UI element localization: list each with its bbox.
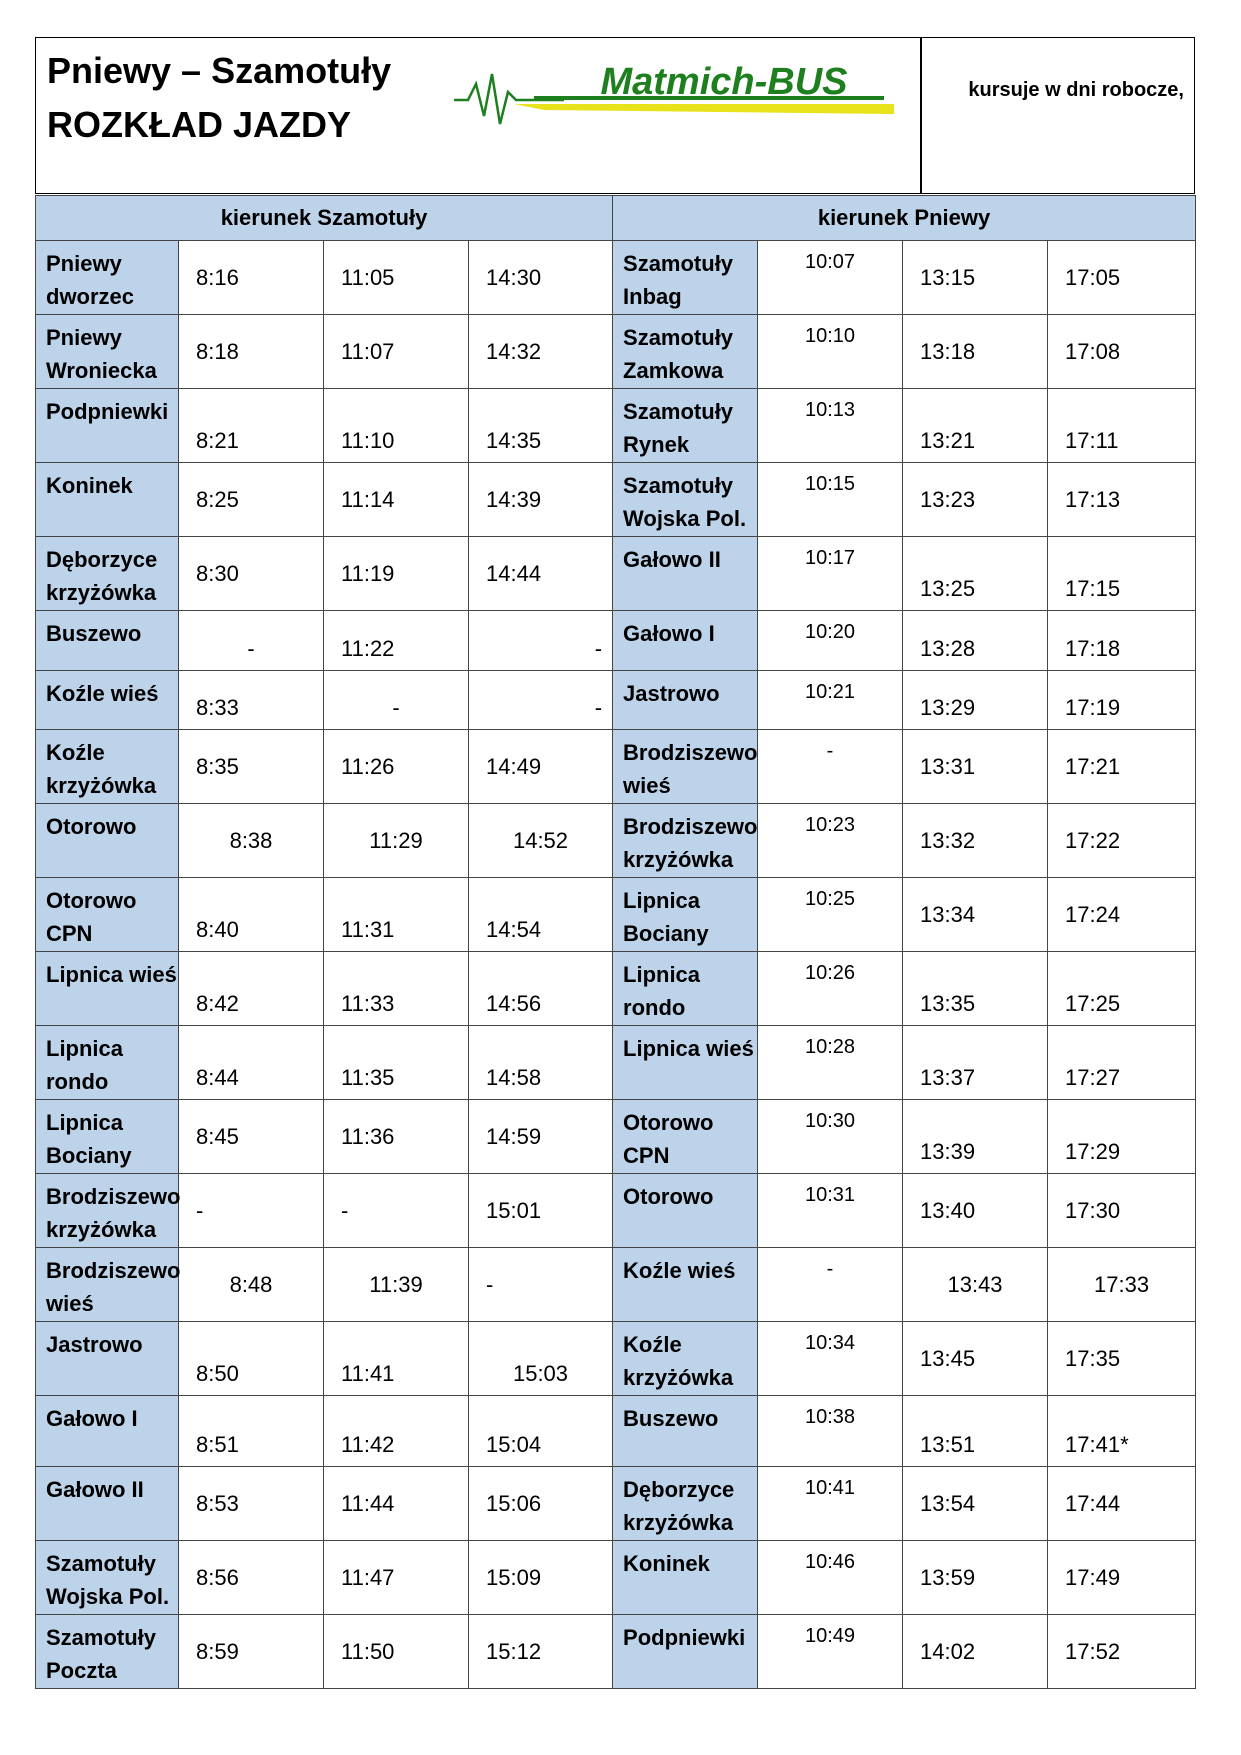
timetable-title: ROZKŁAD JAZDY (47, 104, 351, 145)
departure-time: 8:48 (179, 1248, 324, 1322)
departure-time: 13:18 (903, 315, 1048, 389)
stop-name-to-szamotuly: Gałowo I (36, 1396, 179, 1467)
departure-time: 11:07 (324, 315, 469, 389)
departure-time: 8:53 (179, 1467, 324, 1541)
departure-time: 11:05 (324, 241, 469, 315)
departure-time: 11:22 (324, 611, 469, 671)
departure-time: - (324, 1174, 469, 1248)
departure-time: 11:14 (324, 463, 469, 537)
stop-name-to-pniewy: Koźle wieś (613, 1248, 758, 1322)
stop-name-to-pniewy: Lipnica rondo (613, 952, 758, 1026)
departure-time: 10:20 (758, 611, 903, 671)
departure-time: 15:09 (469, 1541, 613, 1615)
departure-time: 17:35 (1048, 1322, 1196, 1396)
timetable-row (36, 804, 1196, 878)
departure-time: 15:01 (469, 1174, 613, 1248)
departure-time: 8:33 (179, 671, 324, 730)
departure-time: 13:31 (903, 730, 1048, 804)
departure-time: 17:22 (1048, 804, 1196, 878)
departure-time: 15:03 (469, 1322, 613, 1396)
departure-time: 13:54 (903, 1467, 1048, 1541)
timetable-row (36, 1026, 1196, 1100)
departure-time: 10:07 (758, 241, 903, 315)
departure-time: 13:51 (903, 1396, 1048, 1467)
departure-time: 10:49 (758, 1615, 903, 1689)
timetable-row (36, 1322, 1196, 1396)
departure-time: 8:38 (179, 804, 324, 878)
departure-time: 10:25 (758, 878, 903, 952)
departure-time: 8:51 (179, 1396, 324, 1467)
timetable-row (36, 1615, 1196, 1689)
departure-time: 14:39 (469, 463, 613, 537)
departure-time: 13:40 (903, 1174, 1048, 1248)
timetable-row (36, 537, 1196, 611)
stop-name-to-pniewy: Brodziszewo krzyżówka (613, 804, 758, 878)
stop-name-to-pniewy: Dęborzyce krzyżówka (613, 1467, 758, 1541)
departure-time: 17:27 (1048, 1026, 1196, 1100)
departure-time: - (758, 730, 903, 804)
timetable-row (36, 463, 1196, 537)
departure-time: 13:39 (903, 1100, 1048, 1174)
departure-time: 10:46 (758, 1541, 903, 1615)
departure-time: 17:25 (1048, 952, 1196, 1026)
departure-time: 17:08 (1048, 315, 1196, 389)
departure-time: 17:44 (1048, 1467, 1196, 1541)
departure-time: 13:45 (903, 1322, 1048, 1396)
departure-time: 14:02 (903, 1615, 1048, 1689)
departure-time: 15:06 (469, 1467, 613, 1541)
departure-time: 10:13 (758, 389, 903, 463)
departure-time: 14:54 (469, 878, 613, 952)
departure-time: 10:21 (758, 671, 903, 730)
stop-name-to-szamotuly: Koźle krzyżówka (36, 730, 179, 804)
direction-szamotuly: kierunek Szamotuły (36, 196, 613, 241)
departure-time: 11:36 (324, 1100, 469, 1174)
departure-time: - (469, 611, 613, 671)
service-days-note: kursuje w dni robocze, (968, 79, 1184, 101)
departure-time: 11:29 (324, 804, 469, 878)
departure-time: 14:52 (469, 804, 613, 878)
stop-name-to-szamotuly: Lipnica Bociany (36, 1100, 179, 1174)
timetable-row (36, 389, 1196, 463)
stop-name-to-pniewy: Koninek (613, 1541, 758, 1615)
departure-time: 14:59 (469, 1100, 613, 1174)
direction-pniewy: kierunek Pniewy (613, 196, 1196, 241)
stop-name-to-szamotuly: Gałowo II (36, 1467, 179, 1541)
timetable-row (36, 1100, 1196, 1174)
departure-time: 13:28 (903, 611, 1048, 671)
timetable-row (36, 241, 1196, 315)
departure-time: 8:18 (179, 315, 324, 389)
stop-name-to-szamotuly: Brodziszewo wieś (36, 1248, 179, 1322)
stop-name-to-pniewy: Gałowo I (613, 611, 758, 671)
departure-time: - (469, 671, 613, 730)
timetable-row (36, 730, 1196, 804)
departure-time: 8:21 (179, 389, 324, 463)
stop-name-to-pniewy: Lipnica Bociany (613, 878, 758, 952)
departure-time: 14:32 (469, 315, 613, 389)
stop-name-to-pniewy: Szamotuły Zamkowa (613, 315, 758, 389)
stop-name-to-szamotuly: Pniewy dworzec (36, 241, 179, 315)
departure-time: 17:13 (1048, 463, 1196, 537)
departure-time: - (179, 611, 324, 671)
stop-name-to-pniewy: Gałowo II (613, 537, 758, 611)
departure-time: 11:41 (324, 1322, 469, 1396)
departure-time: 10:23 (758, 804, 903, 878)
departure-time: 17:49 (1048, 1541, 1196, 1615)
departure-time: - (758, 1248, 903, 1322)
route-title: Pniewy – Szamotuły (47, 50, 392, 91)
departure-time: 11:26 (324, 730, 469, 804)
departure-time: 8:44 (179, 1026, 324, 1100)
departure-time: 8:40 (179, 878, 324, 952)
departure-time: 14:49 (469, 730, 613, 804)
departure-time: 13:59 (903, 1541, 1048, 1615)
departure-time: 13:21 (903, 389, 1048, 463)
stop-name-to-pniewy: Lipnica wieś (613, 1026, 758, 1100)
departure-time: 8:56 (179, 1541, 324, 1615)
stop-name-to-szamotuly: Podpniewki (36, 389, 179, 463)
stop-name-to-pniewy: Podpniewki (613, 1615, 758, 1689)
departure-time: 17:29 (1048, 1100, 1196, 1174)
departure-time: 14:44 (469, 537, 613, 611)
departure-time: 11:44 (324, 1467, 469, 1541)
departure-time: 11:50 (324, 1615, 469, 1689)
timetable-row (36, 315, 1196, 389)
stop-name-to-pniewy: Otorowo CPN (613, 1100, 758, 1174)
departure-time: 17:19 (1048, 671, 1196, 730)
departure-time: 13:32 (903, 804, 1048, 878)
departure-time: 13:34 (903, 878, 1048, 952)
departure-time: 11:10 (324, 389, 469, 463)
header-box (35, 37, 1195, 194)
departure-time: 10:41 (758, 1467, 903, 1541)
logo-text: Matmich-BUS (600, 61, 848, 103)
departure-time: 13:23 (903, 463, 1048, 537)
stop-name-to-pniewy: Koźle krzyżówka (613, 1322, 758, 1396)
stop-name-to-szamotuly: Szamotuły Wojska Pol. (36, 1541, 179, 1615)
stop-name-to-szamotuly: Lipnica rondo (36, 1026, 179, 1100)
stop-name-to-szamotuly: Jastrowo (36, 1322, 179, 1396)
departure-time: 13:25 (903, 537, 1048, 611)
timetable-row (36, 1248, 1196, 1322)
matmich-bus-logo (454, 52, 914, 142)
stop-name-to-szamotuly: Brodziszewo krzyżówka (36, 1174, 179, 1248)
stop-name-to-pniewy: Szamotuły Rynek (613, 389, 758, 463)
departure-time: 13:15 (903, 241, 1048, 315)
departure-time: 11:47 (324, 1541, 469, 1615)
departure-time: 11:35 (324, 1026, 469, 1100)
departure-time: 10:15 (758, 463, 903, 537)
departure-time: 14:35 (469, 389, 613, 463)
departure-time: 10:10 (758, 315, 903, 389)
departure-time: 11:19 (324, 537, 469, 611)
departure-time: 10:30 (758, 1100, 903, 1174)
stop-name-to-pniewy: Otorowo (613, 1174, 758, 1248)
stop-name-to-pniewy: Brodziszewo wieś (613, 730, 758, 804)
departure-time: 8:35 (179, 730, 324, 804)
stop-name-to-szamotuly: Szamotuły Poczta (36, 1615, 179, 1689)
departure-time: 17:30 (1048, 1174, 1196, 1248)
direction-row (36, 196, 1196, 241)
departure-time: 10:34 (758, 1322, 903, 1396)
departure-time: 13:43 (903, 1248, 1048, 1322)
departure-time: 8:16 (179, 241, 324, 315)
timetable-row (36, 1467, 1196, 1541)
timetable-row (36, 611, 1196, 671)
stop-name-to-pniewy: Szamotuły Inbag (613, 241, 758, 315)
stop-name-to-szamotuly: Otorowo (36, 804, 179, 878)
timetable-row (36, 878, 1196, 952)
departure-time: 8:42 (179, 952, 324, 1026)
departure-time: 8:30 (179, 537, 324, 611)
departure-time: 10:31 (758, 1174, 903, 1248)
departure-time: 17:05 (1048, 241, 1196, 315)
stop-name-to-szamotuly: Dęborzyce krzyżówka (36, 537, 179, 611)
departure-time: 11:39 (324, 1248, 469, 1322)
stop-name-to-szamotuly: Lipnica wieś (36, 952, 179, 1026)
stop-name-to-pniewy: Szamotuły Wojska Pol. (613, 463, 758, 537)
departure-time: 14:30 (469, 241, 613, 315)
header-divider (920, 38, 922, 193)
departure-time: 10:28 (758, 1026, 903, 1100)
departure-time: 15:04 (469, 1396, 613, 1467)
timetable-row (36, 671, 1196, 730)
departure-time: 8:45 (179, 1100, 324, 1174)
timetable-row (36, 1396, 1196, 1467)
departure-time: 10:17 (758, 537, 903, 611)
departure-time: 17:41* (1048, 1396, 1196, 1467)
stop-name-to-szamotuly: Buszewo (36, 611, 179, 671)
departure-time: 11:31 (324, 878, 469, 952)
departure-time: - (324, 671, 469, 730)
departure-time: 8:25 (179, 463, 324, 537)
departure-time: 8:59 (179, 1615, 324, 1689)
departure-time: 17:24 (1048, 878, 1196, 952)
stop-name-to-pniewy: Buszewo (613, 1396, 758, 1467)
departure-time: 11:33 (324, 952, 469, 1026)
timetable-row (36, 1541, 1196, 1615)
departure-time: 8:50 (179, 1322, 324, 1396)
timetable-row (36, 1174, 1196, 1248)
stop-name-to-szamotuly: Koźle wieś (36, 671, 179, 730)
departure-time: 13:37 (903, 1026, 1048, 1100)
departure-time: 13:35 (903, 952, 1048, 1026)
timetable (35, 195, 1196, 1689)
departure-time: - (469, 1248, 613, 1322)
departure-time: 10:26 (758, 952, 903, 1026)
stop-name-to-pniewy: Jastrowo (613, 671, 758, 730)
departure-time: 17:18 (1048, 611, 1196, 671)
departure-time: 10:38 (758, 1396, 903, 1467)
stop-name-to-szamotuly: Pniewy Wroniecka (36, 315, 179, 389)
departure-time: 17:11 (1048, 389, 1196, 463)
stop-name-to-szamotuly: Otorowo CPN (36, 878, 179, 952)
timetable-row (36, 952, 1196, 1026)
departure-time: 17:15 (1048, 537, 1196, 611)
departure-time: 17:21 (1048, 730, 1196, 804)
departure-time: 17:33 (1048, 1248, 1196, 1322)
departure-time: 14:58 (469, 1026, 613, 1100)
departure-time: 15:12 (469, 1615, 613, 1689)
departure-time: 11:42 (324, 1396, 469, 1467)
departure-time: 17:52 (1048, 1615, 1196, 1689)
stop-name-to-szamotuly: Koninek (36, 463, 179, 537)
departure-time: 14:56 (469, 952, 613, 1026)
departure-time: 13:29 (903, 671, 1048, 730)
departure-time: - (179, 1174, 324, 1248)
